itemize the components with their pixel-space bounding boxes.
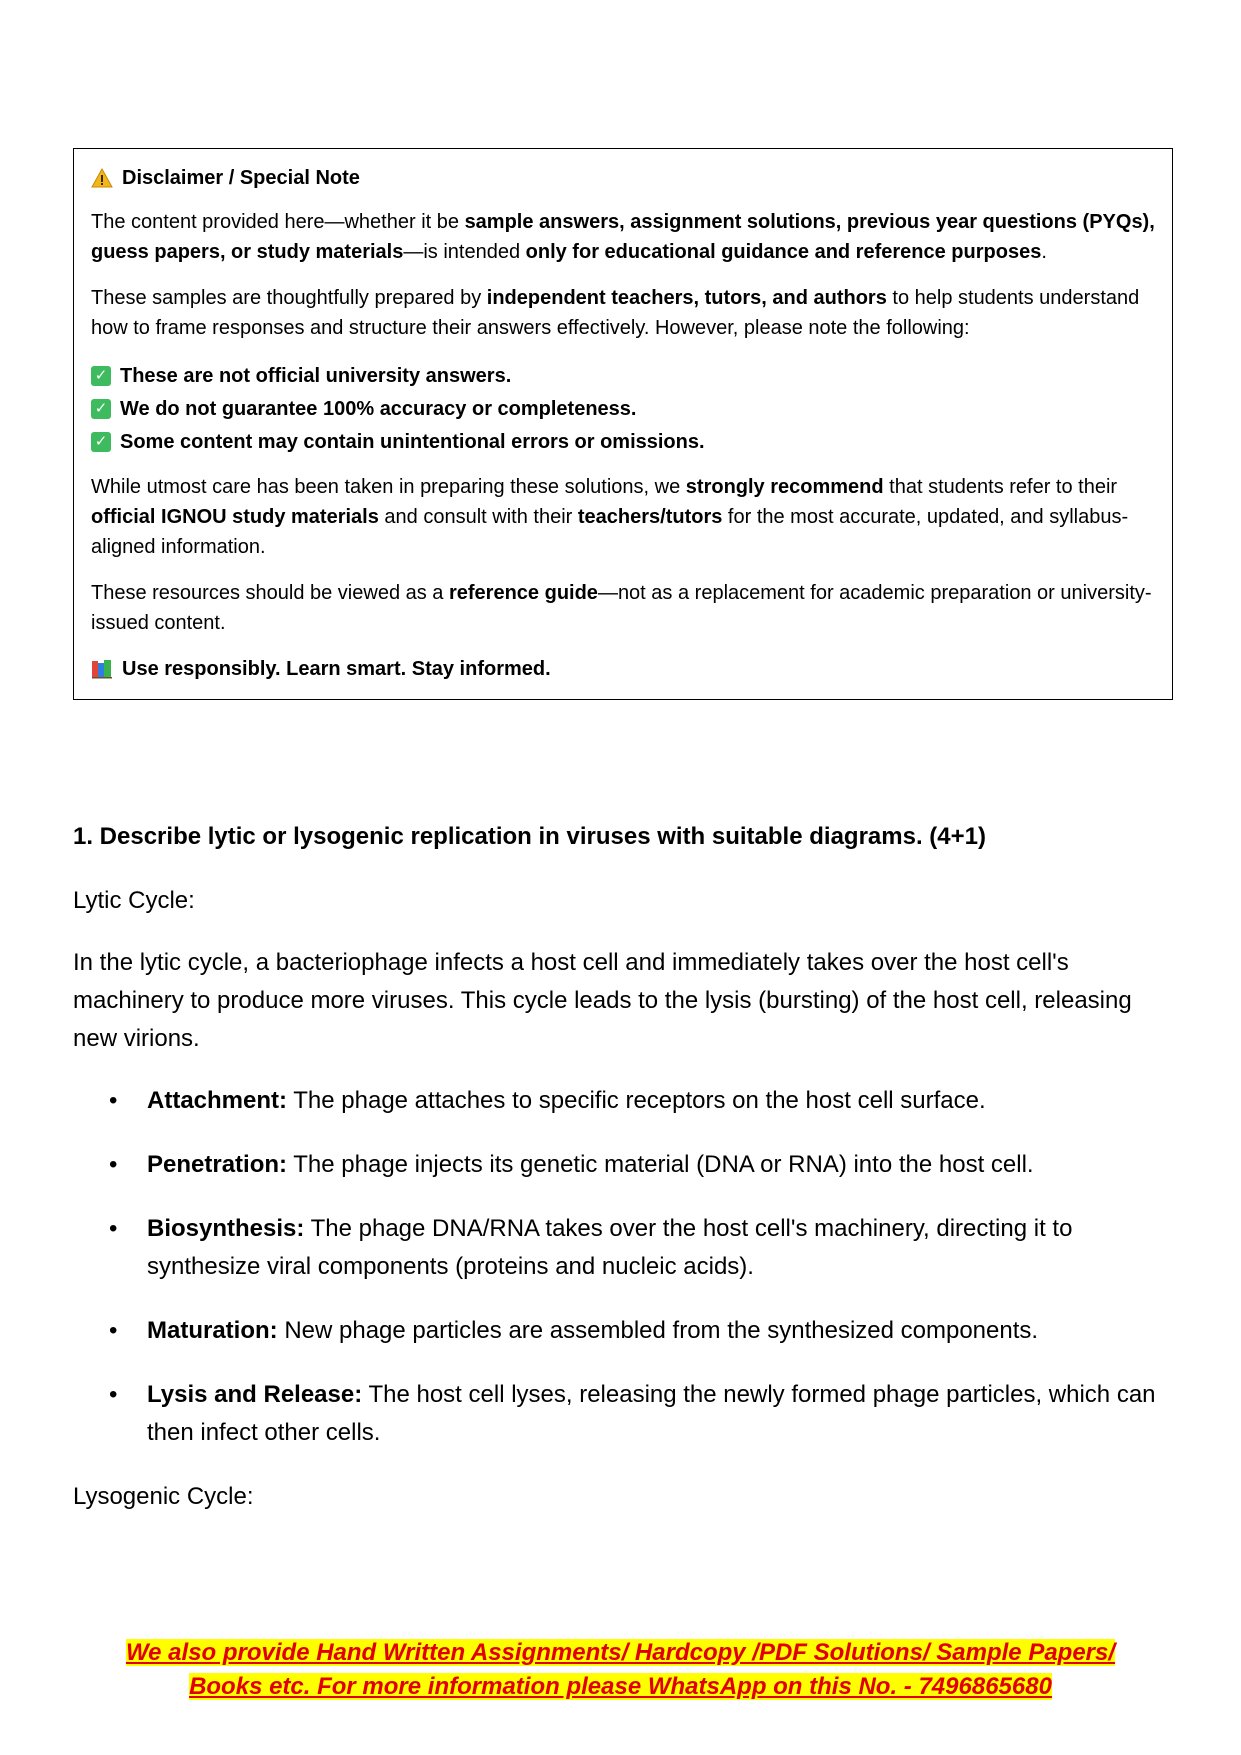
check-list (91, 359, 1155, 458)
list-item (73, 1376, 1173, 1452)
disclaimer-title-row (91, 163, 1155, 193)
text-run: that students refer to their (883, 476, 1118, 498)
text-run: These resources should be viewed as a (91, 582, 449, 604)
check-mark-icon: ✓ (91, 432, 111, 452)
text-run: and consult with their (378, 506, 578, 528)
bold-text: strongly recommend (685, 476, 884, 498)
list-item (73, 1312, 1173, 1350)
disclaimer-footer-text: Use responsibly. Learn smart. Stay informed. (122, 658, 551, 680)
books-icon (91, 659, 113, 679)
disclaimer-paragraph-4 (91, 578, 1155, 638)
list-item (73, 1146, 1173, 1184)
step-term: Penetration: (147, 1151, 288, 1178)
step-term: Maturation: (147, 1317, 278, 1344)
step-term: Lysis and Release: (147, 1381, 363, 1408)
text-run: —is intended (403, 241, 526, 263)
bold-text: official IGNOU study materials (91, 506, 379, 528)
disclaimer-box (73, 148, 1173, 700)
text-run: While utmost care has been taken in preparing these solutions, we (91, 476, 686, 498)
question-section (73, 818, 1173, 1540)
question-title: 1. Describe lytic or lysogenic replication in viruses with suitable diagrams. (4+1) (73, 823, 986, 850)
lytic-steps-list (73, 1082, 1173, 1452)
check-item-text: We do not guarantee 100% accuracy or completeness. (120, 397, 637, 420)
step-text: The host cell lyses, releasing the newly formed phage particles, which can then infect other cells. (147, 1381, 1156, 1446)
bold-text: reference guide (448, 582, 598, 604)
check-mark-icon: ✓ (91, 399, 111, 419)
check-item-text: Some content may contain unintentional errors or omissions. (120, 430, 705, 453)
step-term: Attachment: (147, 1087, 288, 1114)
lysogenic-heading: Lysogenic Cycle: (73, 1483, 254, 1510)
text-run: The content provided here—whether it be (91, 211, 465, 233)
promo-banner (0, 1636, 1241, 1704)
step-text: New phage particles are assembled from the synthesized components. (277, 1317, 1039, 1344)
promo-line-1: We also provide Hand Written Assignments/ Hardcopy /PDF Solutions/ Sample Papers/ (125, 1639, 1116, 1666)
check-item (91, 392, 1155, 425)
step-text: The phage DNA/RNA takes over the host cell's machinery, directing it to synthesize viral components (proteins and nucleic acids). (147, 1215, 1073, 1280)
check-mark-icon: ✓ (91, 366, 111, 386)
text-run: to help students understand how to frame responses and structure their answers effectively. However, please note the following: (91, 287, 1140, 339)
step-text: The phage injects its genetic material (DNA or RNA) into the host cell. (287, 1151, 1034, 1178)
lytic-intro: In the lytic cycle, a bacteriophage infects a host cell and immediately takes over the host cell's machinery to produce more viruses. This cycle leads to the lysis (bursting) of the host cell, releasing new virions. (73, 949, 1132, 1052)
list-item (73, 1082, 1173, 1120)
check-item (91, 359, 1155, 392)
check-item (91, 425, 1155, 458)
text-run: These samples are thoughtfully prepared by (91, 287, 487, 309)
bold-text: only for educational guidance and reference purposes (525, 241, 1042, 263)
text-run: —not as a replacement for academic preparation or university-issued content. (91, 582, 1152, 634)
bold-text: teachers/tutors (577, 506, 723, 528)
lytic-heading: Lytic Cycle: (73, 887, 195, 914)
list-item (73, 1210, 1173, 1286)
step-term: Biosynthesis: (147, 1215, 305, 1242)
bold-text: independent teachers, tutors, and authors (486, 287, 887, 309)
disclaimer-paragraph-3 (91, 472, 1155, 562)
step-text: The phage attaches to specific receptors on the host cell surface. (287, 1087, 986, 1114)
bold-text: sample answers, assignment solutions, previous year questions (PYQs), guess papers, or study materials (91, 211, 1155, 263)
disclaimer-footer (91, 654, 1155, 684)
text-run: for the most accurate, updated, and syllabus-aligned information. (91, 506, 1129, 558)
warning-icon (91, 168, 113, 188)
disclaimer-paragraph-2 (91, 283, 1155, 343)
check-item-text: These are not official university answers. (120, 364, 512, 387)
disclaimer-paragraph-1 (91, 207, 1155, 267)
disclaimer-title: Disclaimer / Special Note (122, 167, 360, 189)
text-run: . (1041, 241, 1047, 263)
promo-line-2: Books etc. For more information please WhatsApp on this No. - 7496865680 (189, 1673, 1052, 1700)
